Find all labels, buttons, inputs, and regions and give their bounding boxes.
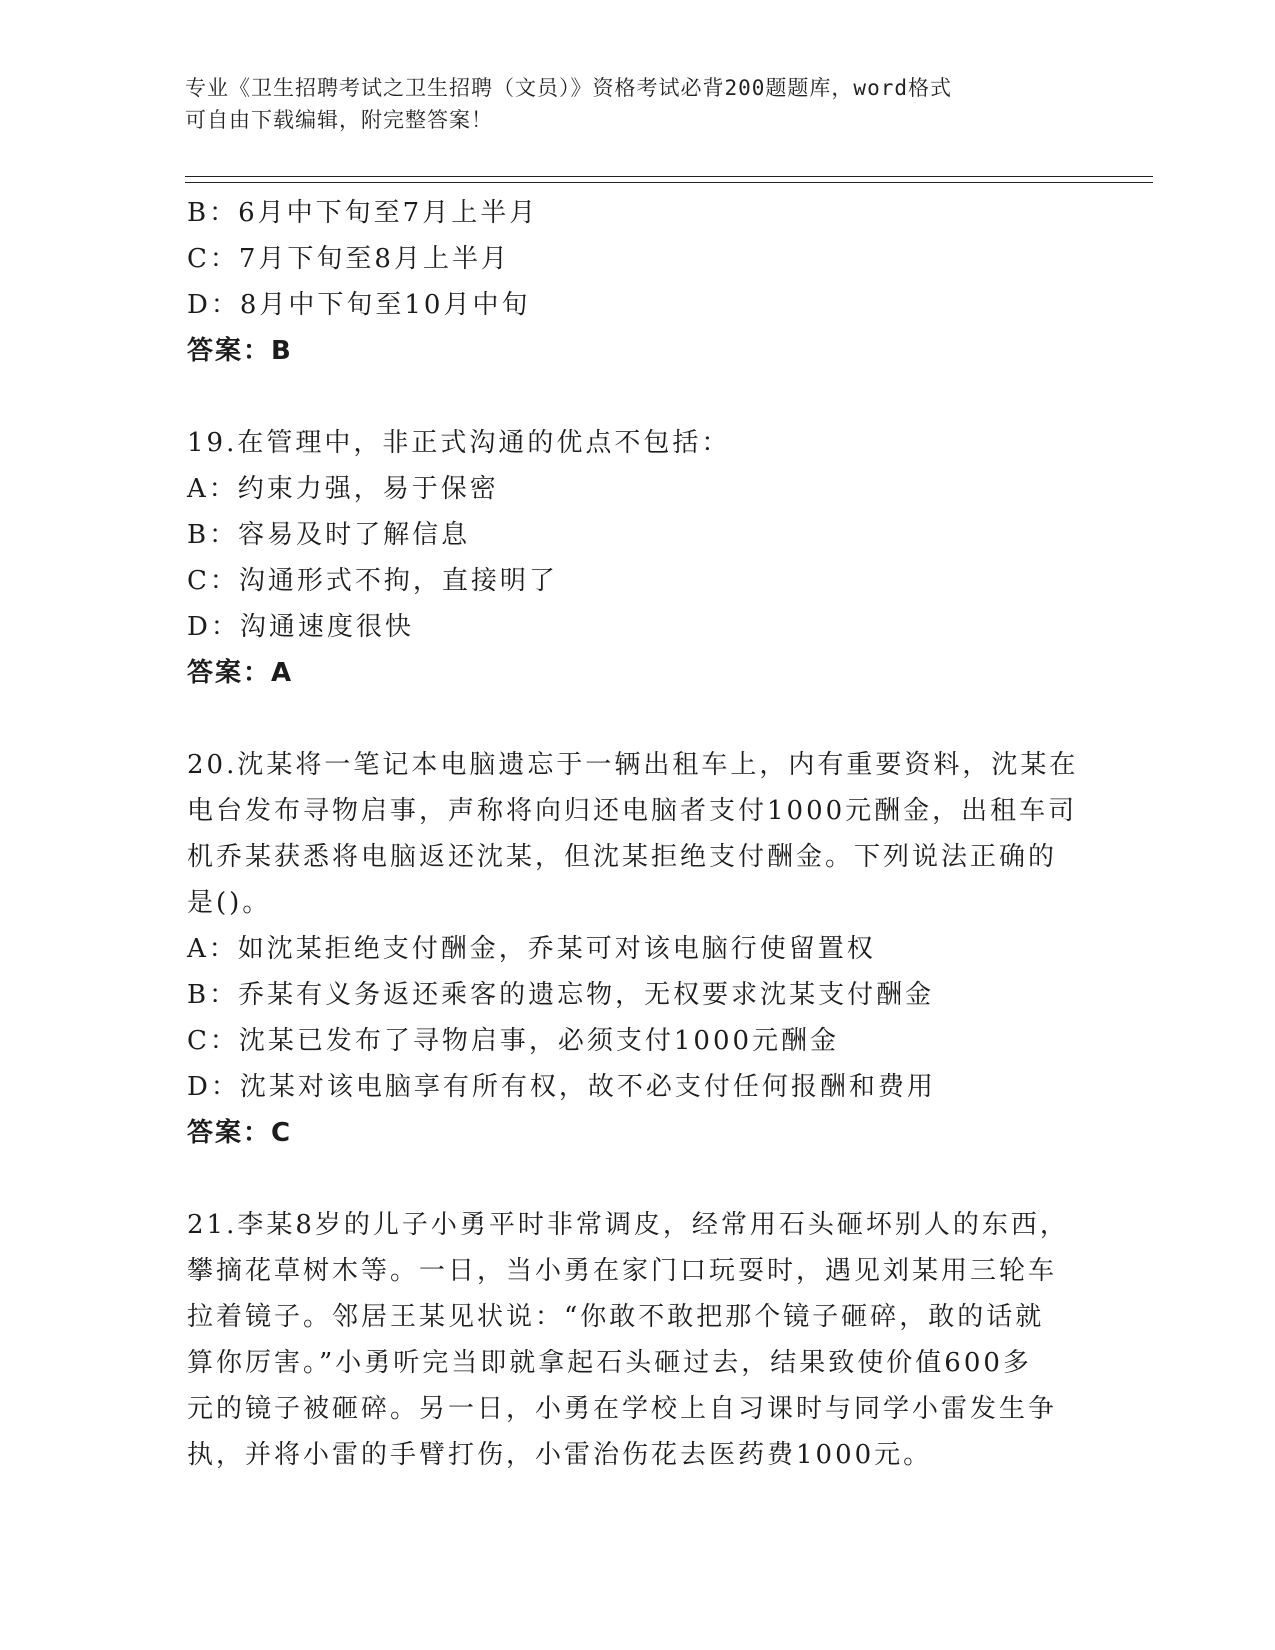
- option-d: D：8月中下旬至10月中旬: [187, 290, 531, 320]
- option-b: B：6月中下旬至7月上半月: [187, 198, 539, 228]
- question-stem: 19.在管理中，非正式沟通的优点不包括：: [187, 428, 731, 458]
- option-b: B：容易及时了解信息: [187, 520, 471, 550]
- header-line-2: 可自由下载编辑，附完整答案！: [185, 108, 493, 132]
- answer: 答案：C: [187, 1118, 293, 1148]
- option-d: D：沈某对该电脑享有所有权，故不必支付任何报酬和费用: [187, 1072, 936, 1102]
- question-20: [187, 742, 1087, 1156]
- option-d: D：沟通速度很快: [187, 612, 414, 642]
- stem-line: 是()。: [187, 888, 272, 918]
- option-c: C：沟通形式不拘，直接明了: [187, 566, 558, 596]
- option-c: C：7月下旬至8月上半月: [187, 244, 510, 274]
- question-stem: [187, 742, 1087, 926]
- spacer: [187, 696, 1087, 742]
- document-header: [185, 72, 1075, 136]
- header-divider-top: [185, 176, 1153, 177]
- answer: 答案：A: [187, 658, 294, 688]
- stem-line: 21.李某8岁的儿子小勇平时非常调皮，经常用石头砸坏别人的东西，: [187, 1210, 1069, 1240]
- stem-line: 20.沈某将一笔记本电脑遗忘于一辆出租车上，内有重要资料，沈某在: [187, 750, 1079, 780]
- stem-line: 攀摘花草树木等。一日，当小勇在家门口玩耍时，遇见刘某用三轮车: [187, 1256, 1058, 1286]
- question-21: [187, 1202, 1087, 1478]
- question-19: [187, 420, 1087, 696]
- stem-line: 电台发布寻物启事，声称将向归还电脑者支付1000元酬金，出租车司: [187, 796, 1078, 826]
- stem-line: 执，并将小雷的手臂打伤，小雷治伤花去医药费1000元。: [187, 1440, 933, 1470]
- option-c: C：沈某已发布了寻物启事，必须支付1000元酬金: [187, 1026, 840, 1056]
- option-a: A：如沈某拒绝支付酬金，乔某可对该电脑行使留置权: [187, 934, 876, 964]
- header-divider-bottom: [185, 182, 1153, 183]
- stem-line: 拉着镜子。邻居王某见状说：“你敢不敢把那个镜子砸碎，敢的话就: [187, 1302, 1045, 1332]
- stem-line: 机乔某获悉将电脑返还沈某，但沈某拒绝支付酬金。下列说法正确的: [187, 842, 1058, 872]
- spacer: [187, 374, 1087, 420]
- spacer: [187, 1156, 1087, 1202]
- option-a: A：约束力强，易于保密: [187, 474, 499, 504]
- header-line-1: 专业《卫生招聘考试之卫生招聘（文员）》资格考试必背200题题库，word格式: [185, 76, 952, 100]
- answer: 答案：B: [187, 336, 293, 366]
- document-body: [187, 190, 1087, 1478]
- option-b: B：乔某有义务返还乘客的遗忘物，无权要求沈某支付酬金: [187, 980, 935, 1010]
- question-18: [187, 190, 1087, 374]
- question-stem: [187, 1202, 1087, 1478]
- stem-line: 元的镜子被砸碎。另一日，小勇在学校上自习课时与同学小雷发生争: [187, 1394, 1058, 1424]
- stem-line: 算你厉害。”小勇听完当即就拿起石头砸过去，结果致使价值600多: [187, 1348, 1032, 1378]
